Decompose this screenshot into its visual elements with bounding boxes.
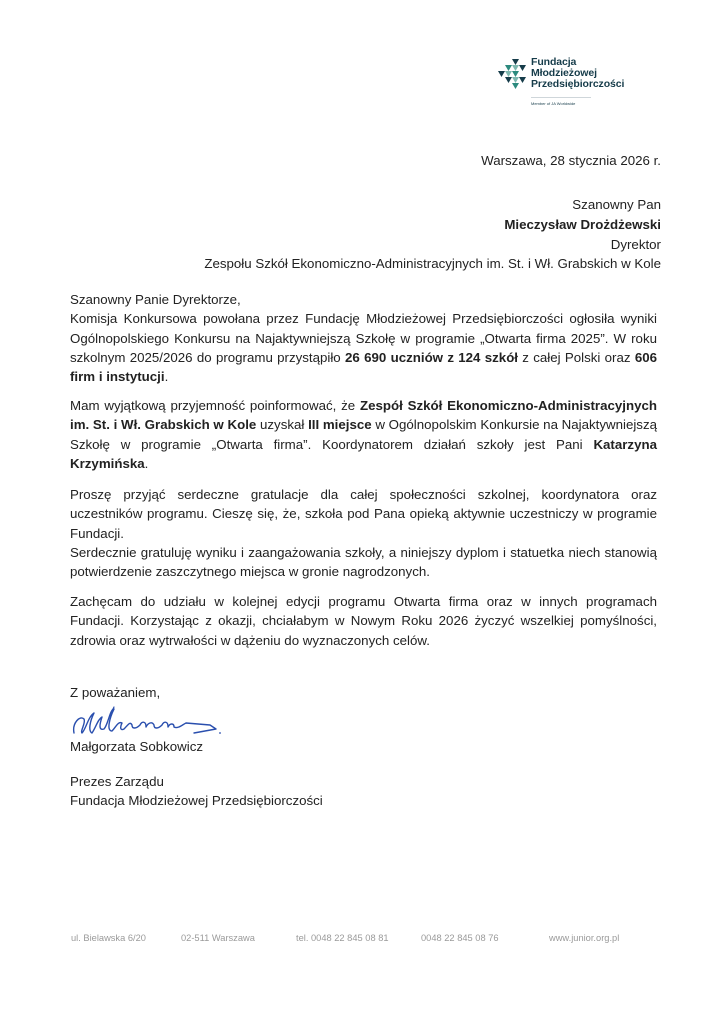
paragraph-intro bbox=[70, 290, 657, 386]
p1-participants: 26 690 uczniów z 124 szkół bbox=[345, 349, 519, 365]
logo-line-2: Młodzieżowej bbox=[531, 67, 597, 79]
p2-coordinator: Katarzyna Krzymińska bbox=[70, 436, 657, 471]
logo-line-1: Fundacja bbox=[531, 56, 577, 68]
footer-city: 02-511 Warszawa bbox=[181, 933, 255, 943]
p2-text-b: uzyskał bbox=[256, 417, 309, 433]
signer-name: Małgorzata Sobkowicz bbox=[70, 739, 204, 754]
logo-line-3: Przedsiębiorczości bbox=[531, 78, 625, 90]
logo-subline: Member of JA Worldwide bbox=[531, 101, 576, 106]
greeting: Szanowny Panie Dyrektorze, bbox=[70, 292, 241, 307]
p2-school-name: Zespół Szkół Ekonomiczno-Administracyjnych im. St. i Wł. Grabskich w Kole bbox=[70, 398, 657, 433]
paragraph-4: Serdecznie gratuluję wyniku i zaangażowania szkoły, a niniejszy dyplom i statuetka niech stanowią potwierdzenie zaszczytnego miejsca w gronie nagrodzonych. bbox=[70, 545, 657, 580]
p1-text-b: z całej Polski oraz bbox=[518, 349, 635, 365]
paragraph-5: Zachęcam do udziału w kolejnej edycji programu Otwarta firma oraz w innych programach Fundacji. Korzystając z okazji, chciałabym w Nowym Roku 2026 życzyć wszelkiej pomyślności, zdrowia oraz wytrwałości w dążeniu do wyznaczonych celów. bbox=[70, 594, 657, 648]
paragraph-3: Proszę przyjąć serdeczne gratulacje dla całej społeczności szkolnej, koordynatora oraz uczestników programu. Cieszę się, że, szkoła pod Pana opieką aktywnie uczestniczy w programie Fundacji. bbox=[70, 487, 657, 541]
p1-text-c: . bbox=[164, 369, 169, 385]
paragraph-2 bbox=[70, 396, 657, 473]
p2-place: III miejsce bbox=[308, 417, 372, 433]
foundation-logo bbox=[498, 57, 648, 115]
signer-title: Prezes Zarządu bbox=[70, 774, 164, 789]
recipient-salutation: Szanowny Pan bbox=[572, 197, 661, 212]
handwritten-signature-icon bbox=[70, 703, 230, 739]
p1-companies: 606 firm i instytucji bbox=[70, 349, 658, 385]
p1-text-a: Komisja Konkursowa powołana przez Fundację Młodzieżowej Przedsiębiorczości ogłosiła wyniki Ogólnopolskiego Konkursu na Najaktywniejszą Szkołę w programie „Otwarta firma 2025”. W roku szkolnym 2025/2026 do programu przystąpiło bbox=[70, 311, 657, 365]
signer-organization: Fundacja Młodzieżowej Przedsiębiorczości bbox=[70, 793, 323, 808]
paragraph-2-text bbox=[70, 396, 657, 473]
closing: Z poważaniem, bbox=[70, 685, 161, 700]
logo-triangles-icon bbox=[498, 59, 528, 89]
footer-fax: 0048 22 845 08 76 bbox=[421, 933, 499, 943]
p2-text-c: w Ogólnopolskim Konkursie na Najaktywniejszą Szkołę w programie „Otwarta firma”. Koordynatorem działań szkoły jest Pani bbox=[70, 417, 658, 452]
footer-street: ul. Bielawska 6/20 bbox=[71, 933, 146, 943]
footer-contact bbox=[70, 933, 670, 947]
place-date: Warszawa, 28 stycznia 2026 r. bbox=[481, 153, 661, 168]
recipient-role: Dyrektor bbox=[610, 237, 661, 252]
recipient-institution: Zespołu Szkół Ekonomiczno-Administracyjnych im. St. i Wł. Grabskich w Kole bbox=[204, 256, 661, 271]
p2-text-a: Mam wyjątkową przyjemność poinformować, że bbox=[70, 398, 360, 413]
footer-website[interactable]: www.junior.org.pl bbox=[549, 933, 620, 943]
logo-divider bbox=[531, 97, 591, 98]
p2-text-d: . bbox=[144, 455, 149, 471]
recipient-name: Mieczysław Drożdżewski bbox=[504, 217, 661, 232]
logo-wordmark bbox=[531, 57, 624, 90]
footer-tel: tel. 0048 22 845 08 81 bbox=[296, 933, 389, 943]
paragraph-1 bbox=[70, 309, 657, 386]
